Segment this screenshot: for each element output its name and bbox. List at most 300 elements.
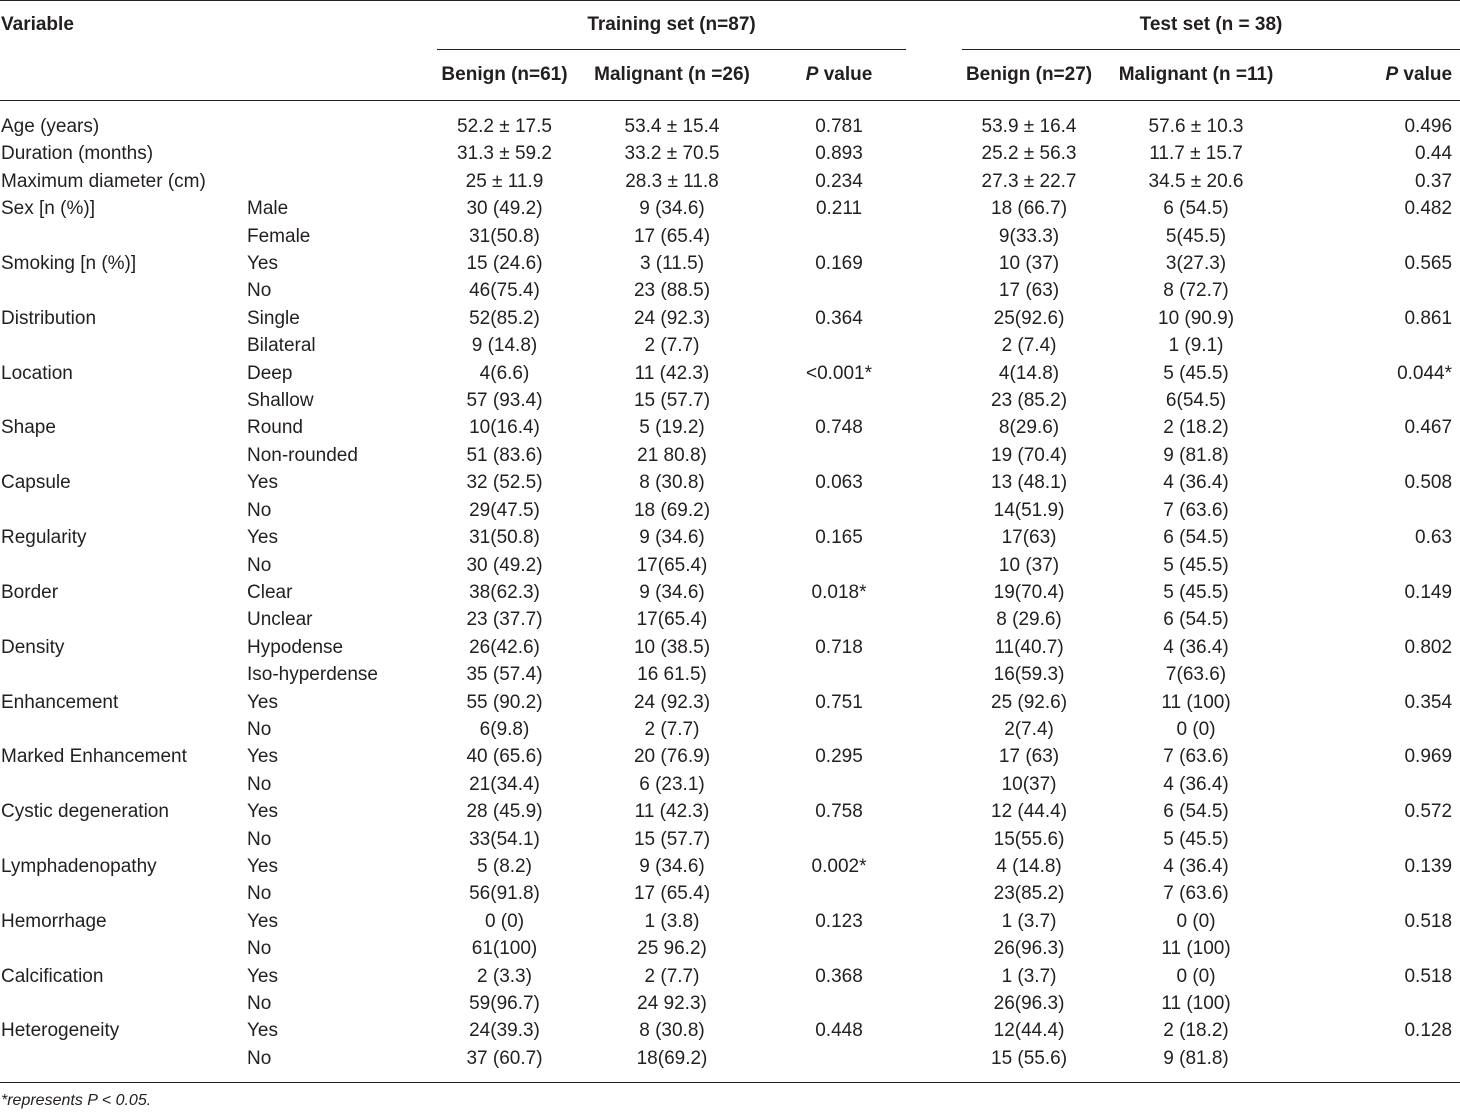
category-cell: Shallow [247,390,314,412]
header-row-groups [0,1,1460,50]
training-pvalue-cell [772,935,906,962]
header-test-benign: Benign (n=27) [962,50,1096,101]
training-malignant-cell: 53.4 ± 15.4 [624,116,720,137]
test-benign-cell: 12(44.4) [993,1020,1065,1042]
training-benign-cell: 33(54.1) [469,828,540,850]
test-malignant-cell: 5 (45.5) [1163,554,1229,576]
training-benign-cell: 59(96.7) [469,993,540,1014]
category-cell: No [247,993,272,1014]
training-pvalue-cell: 0.781 [815,116,863,137]
training-pvalue-cell: 0.169 [815,253,863,275]
training-malignant-cell: 11 (42.3) [634,362,710,384]
category-cell: No [247,280,272,302]
test-pvalue-cell [1296,826,1460,853]
table-row [0,524,1460,551]
header-test-set: Test set (n = 38) [962,1,1460,50]
training-benign-cell: 10(16.4) [469,417,540,439]
variable-cell [0,935,247,962]
category-cell: Iso-hyperdense [247,664,378,686]
test-pvalue-cell: 0.482 [1404,198,1453,220]
training-malignant-cell: 15 (57.7) [633,390,711,412]
test-benign-cell: 25 (92.6) [991,691,1068,713]
table-row [0,332,1460,359]
test-pvalue-cell: 0.802 [1404,636,1453,658]
training-benign-cell: 61(100) [471,938,538,960]
training-malignant-cell: 28.3 ± 11.8 [625,170,719,192]
training-benign-cell: 30 (49.2) [466,554,543,576]
gap-cell [906,305,962,332]
gap-cell [906,332,962,359]
test-malignant-cell: 2 (18.2) [1163,1020,1229,1042]
category-cell: Yes [247,472,278,494]
test-pvalue-cell: 0.508 [1404,472,1453,494]
test-malignant-cell: 6 (54.5) [1163,801,1229,823]
table-row [0,442,1460,469]
test-benign-cell: 2(7.4) [1004,718,1054,740]
table-row [0,305,1460,332]
training-pvalue-cell [772,606,906,633]
training-benign-cell: 25 ± 11.9 [465,170,544,192]
test-benign-cell: 25.2 ± 56.3 [981,143,1077,165]
training-pvalue-cell: 0.368 [815,965,863,987]
gap-cell [906,661,962,688]
training-benign-cell: 26(42.6) [469,636,540,658]
test-pvalue-cell [1296,716,1460,743]
variable-cell: Age (years) [1,116,100,137]
test-pvalue-cell: 0.518 [1404,910,1453,932]
training-malignant-cell: 9 (34.6) [639,527,705,549]
test-malignant-cell: 7 (63.6) [1163,746,1229,768]
table-row [0,935,1460,962]
test-pvalue-cell [1296,606,1460,633]
gap-cell [906,716,962,743]
variable-cell: Maximum diameter (cm) [1,170,206,192]
training-benign-cell: 40 (65.6) [466,746,543,768]
variable-cell: Regularity [1,527,87,549]
training-pvalue-cell: 0.002* [811,855,867,877]
training-malignant-cell: 23 (88.5) [633,280,711,302]
training-malignant-cell: 17(65.4) [636,554,708,576]
gap-cell [906,606,962,633]
table-row [0,1045,1460,1072]
table-row [0,497,1460,524]
table-body [0,101,1460,1073]
table-row [0,990,1460,1017]
training-benign-cell: 30 (49.2) [466,198,543,220]
test-malignant-cell: 0 (0) [1176,718,1216,740]
test-benign-cell: 17 (63) [998,280,1060,302]
header-row-columns [0,50,1460,101]
test-benign-cell: 8 (29.6) [996,609,1062,631]
table-row [0,743,1460,770]
training-benign-cell: 56(91.8) [469,883,540,905]
gap-cell [906,168,962,195]
category-cell: No [247,718,272,740]
test-pvalue-cell [1296,935,1460,962]
category-cell: Bilateral [247,335,316,357]
training-benign-cell: 29(47.5) [469,499,540,521]
training-pvalue-cell [772,497,906,524]
training-malignant-cell: 8 (30.8) [639,472,705,494]
training-benign-cell: 6(9.8) [479,718,530,740]
test-pvalue-cell: 0.861 [1404,307,1453,329]
test-pvalue-cell: 0.572 [1404,801,1453,823]
header-variable: Variable [0,1,247,50]
table-row [0,853,1460,880]
table-row [0,880,1460,907]
variable-cell: Lymphadenopathy [1,855,157,877]
category-cell: Non-rounded [247,444,358,466]
gap-cell [906,414,962,441]
training-pvalue-cell: 0.448 [815,1020,863,1042]
variable-cell: Distribution [1,307,97,329]
training-malignant-cell: 18 (69.2) [633,499,711,521]
training-pvalue-cell [772,880,906,907]
test-pvalue-cell: 0.044* [1397,362,1453,384]
test-pvalue-cell: 0.354 [1404,691,1453,713]
training-benign-cell: 21(34.4) [469,773,540,795]
category-cell: No [247,938,272,960]
training-benign-cell: 31(50.8) [469,225,540,247]
category-cell: No [247,773,272,795]
training-malignant-cell: 21 80.8) [637,444,707,466]
table-row [0,277,1460,304]
training-pvalue-cell: 0.718 [815,636,863,658]
table-row [0,579,1460,606]
test-benign-cell: 17(63) [1001,527,1057,549]
gap-cell [906,771,962,798]
category-cell: Single [247,307,300,329]
test-malignant-cell: 4 (36.4) [1163,855,1229,877]
training-pvalue-cell [772,277,906,304]
test-benign-cell: 18 (66.7) [991,198,1068,220]
test-benign-cell: 4 (14.8) [996,855,1062,877]
training-malignant-cell: 3 (11.5) [639,253,705,275]
test-malignant-cell: 9 (81.8) [1163,1047,1229,1069]
test-malignant-cell: 7(63.6) [1165,664,1227,686]
table-row [0,387,1460,414]
training-malignant-cell: 33.2 ± 70.5 [624,143,720,165]
table-row [0,1017,1460,1044]
training-malignant-cell: 17 (65.4) [633,225,711,247]
gap-cell [906,101,962,141]
test-benign-cell: 9(33.3) [998,225,1060,247]
test-benign-cell: 10 (37) [998,253,1060,275]
test-benign-cell: 16(59.3) [993,664,1065,686]
test-malignant-cell: 4 (36.4) [1163,773,1229,795]
variable-cell [0,826,247,853]
training-pvalue-cell [772,661,906,688]
test-malignant-cell: 7 (63.6) [1163,499,1229,521]
test-pvalue-cell [1296,1045,1460,1072]
variable-cell: Calcification [1,965,104,987]
training-pvalue-cell: 0.211 [815,198,863,220]
training-malignant-cell: 11 (42.3) [634,801,710,823]
training-benign-cell: 5 (8.2) [477,855,532,877]
gap-cell [906,743,962,770]
training-benign-cell: 23 (37.7) [466,609,543,631]
table-row [0,469,1460,496]
category-cell: Unclear [247,609,313,631]
training-benign-cell: 55 (90.2) [466,691,543,713]
test-malignant-cell: 6 (54.5) [1163,609,1229,631]
gap-cell [906,853,962,880]
variable-cell: Density [1,636,65,658]
p-letter: P [805,64,819,85]
header-test-pvalue [1296,50,1460,101]
training-malignant-cell: 8 (30.8) [639,1020,705,1042]
training-pvalue-cell [772,332,906,359]
training-malignant-cell: 20 (76.9) [633,746,711,768]
test-benign-cell: 11(40.7) [994,636,1064,658]
test-benign-cell: 23 (85.2) [991,390,1068,412]
category-cell: Yes [247,801,278,823]
training-benign-cell: 28 (45.9) [466,801,543,823]
training-benign-cell: 24(39.3) [469,1020,540,1042]
test-benign-cell: 15(55.6) [993,828,1065,850]
variable-cell [0,552,247,579]
test-pvalue-cell: 0.518 [1404,965,1453,987]
gap-cell [906,140,962,167]
category-cell: Yes [247,527,278,549]
table-row [0,798,1460,825]
test-pvalue-cell [1296,387,1460,414]
footnote: *represents P < 0.05. [1,1092,152,1109]
test-malignant-cell: 11 (100) [1161,993,1231,1014]
test-malignant-cell: 2 (18.2) [1163,417,1229,439]
test-malignant-cell: 57.6 ± 10.3 [1148,116,1244,137]
test-benign-cell: 19 (70.4) [991,444,1068,466]
training-pvalue-cell: 0.063 [815,472,863,494]
training-malignant-cell: 9 (34.6) [639,855,705,877]
test-malignant-cell: 5 (45.5) [1163,828,1229,850]
test-malignant-cell: 11.7 ± 15.7 [1149,143,1243,165]
table-row [0,223,1460,250]
test-malignant-cell: 11 (100) [1161,691,1231,713]
test-benign-cell: 2 (7.4) [1001,335,1057,357]
training-pvalue-cell [772,1045,906,1072]
table-row [0,552,1460,579]
gap-cell [906,1045,962,1072]
training-benign-cell: 9 (14.8) [471,335,538,357]
category-cell: Deep [247,362,293,384]
test-malignant-cell: 7 (63.6) [1163,883,1229,905]
gap-cell [906,798,962,825]
test-malignant-cell: 10 (90.9) [1158,307,1235,329]
test-benign-cell: 10(37) [1001,773,1057,795]
training-benign-cell: 46(75.4) [469,280,540,302]
header-training-pvalue [772,50,906,101]
table-row [0,963,1460,990]
test-pvalue-cell: 0.37 [1415,170,1453,192]
training-malignant-cell: 10 (38.5) [633,636,711,658]
training-pvalue-cell [772,552,906,579]
test-benign-cell: 26(96.3) [993,993,1065,1014]
gap-cell [906,552,962,579]
table-row [0,195,1460,222]
test-pvalue-cell [1296,277,1460,304]
training-malignant-cell: 15 (57.7) [633,828,711,850]
test-pvalue-cell [1296,990,1460,1017]
table-row [0,168,1460,195]
p-suffix: value [818,64,873,85]
test-benign-cell: 17 (63) [998,746,1060,768]
table-row [0,661,1460,688]
test-pvalue-cell [1296,661,1460,688]
category-cell: No [247,883,272,905]
header-test-malignant: Malignant (n =11) [1096,50,1296,101]
gap-cell [906,880,962,907]
gap-cell [906,826,962,853]
table-row [0,101,1460,141]
gap-cell [906,469,962,496]
training-pvalue-cell [772,223,906,250]
test-pvalue-cell [1296,497,1460,524]
variable-cell: Enhancement [1,691,119,713]
training-benign-cell: 37 (60.7) [466,1047,543,1069]
test-pvalue-cell: 0.969 [1404,746,1453,768]
training-pvalue-cell: 0.893 [815,143,863,165]
gap-cell [906,497,962,524]
table-row [0,908,1460,935]
training-benign-cell: 31.3 ± 59.2 [457,143,552,165]
variable-cell [0,990,247,1017]
test-malignant-cell: 6(54.5) [1165,390,1227,412]
test-malignant-cell: 34.5 ± 20.6 [1148,170,1244,192]
test-benign-cell: 14(51.9) [993,499,1065,521]
test-benign-cell: 26(96.3) [993,938,1065,960]
test-pvalue-cell: 0.44 [1415,143,1453,165]
training-pvalue-cell: 0.364 [815,307,863,329]
table-row [0,771,1460,798]
gap-cell [906,634,962,661]
test-benign-cell: 27.3 ± 22.7 [981,170,1077,192]
training-benign-cell: 4(6.6) [479,362,530,384]
p-letter: P [1385,64,1399,85]
test-malignant-cell: 1 (9.1) [1168,335,1224,357]
training-pvalue-cell: 0.165 [815,527,863,549]
test-pvalue-cell [1296,332,1460,359]
category-cell: Clear [247,581,293,603]
training-pvalue-cell: <0.001* [805,362,873,384]
category-cell: Hypodense [247,636,344,658]
table-row [0,826,1460,853]
test-malignant-cell: 9 (81.8) [1163,444,1229,466]
test-malignant-cell: 6 (54.5) [1163,527,1229,549]
table-header [0,1,1460,101]
bottom-rule [0,1082,1460,1083]
gap-cell [906,360,962,387]
test-malignant-cell: 6 (54.5) [1163,198,1229,220]
training-benign-cell: 31(50.8) [469,527,540,549]
training-malignant-cell: 18(69.2) [636,1047,708,1069]
test-pvalue-cell: 0.467 [1404,417,1453,439]
gap-cell [906,963,962,990]
variable-cell: Shape [1,417,56,439]
training-benign-cell: 38(62.3) [469,581,540,603]
gap-cell [906,689,962,716]
test-benign-cell: 15 (55.6) [991,1047,1068,1069]
test-benign-cell: 12 (44.4) [991,801,1068,823]
test-malignant-cell: 8 (72.7) [1163,280,1229,302]
training-benign-cell: 57 (93.4) [466,390,543,412]
category-cell: No [247,499,272,521]
gap-cell [906,1017,962,1044]
category-cell: Yes [247,746,278,768]
training-malignant-cell: 2 (7.7) [644,718,700,740]
gap-cell [906,908,962,935]
test-pvalue-cell [1296,880,1460,907]
gap-cell [906,223,962,250]
training-pvalue-cell [772,990,906,1017]
variable-cell [0,223,247,250]
category-cell: Yes [247,965,278,987]
training-malignant-cell: 9 (34.6) [639,581,705,603]
training-pvalue-cell [772,442,906,469]
test-benign-cell: 19(70.4) [993,581,1065,603]
header-training-benign: Benign (n=61) [437,50,572,101]
variable-cell: Heterogeneity [1,1020,120,1042]
test-pvalue-cell: 0.63 [1415,527,1453,549]
category-cell: Yes [247,691,278,713]
training-benign-cell: 32 (52.5) [466,472,543,494]
test-benign-cell: 13 (48.1) [991,472,1068,494]
test-pvalue-cell: 0.139 [1404,855,1453,877]
variable-cell: Marked Enhancement [1,746,187,768]
test-malignant-cell: 4 (36.4) [1163,636,1229,658]
category-cell: No [247,828,272,850]
training-malignant-cell: 1 (3.8) [644,910,700,932]
gap-cell [906,250,962,277]
variable-cell: Location [1,362,73,384]
training-pvalue-cell: 0.748 [815,417,863,439]
training-malignant-cell: 2 (7.7) [644,965,700,987]
training-malignant-cell: 25 96.2) [637,938,707,960]
training-benign-cell: 0 (0) [484,910,525,932]
test-malignant-cell: 5(45.5) [1165,225,1227,247]
training-benign-cell: 35 (57.4) [466,664,543,686]
variable-cell [0,277,247,304]
category-cell: Male [247,198,289,220]
training-malignant-cell: 17 (65.4) [633,883,711,905]
training-pvalue-cell: 0.123 [815,910,863,932]
test-benign-cell: 10 (37) [998,554,1060,576]
table-row [0,634,1460,661]
p-suffix: value [1398,64,1453,85]
training-pvalue-cell [772,716,906,743]
table-row [0,606,1460,633]
gap-cell [906,524,962,551]
variable-cell: Smoking [n (%)] [1,253,137,275]
test-pvalue-cell [1296,771,1460,798]
variable-cell [0,716,247,743]
gap-cell [906,579,962,606]
training-pvalue-cell: 0.018* [811,581,867,603]
test-benign-cell: 1 (3.7) [1001,965,1057,987]
training-malignant-cell: 2 (7.7) [644,335,700,357]
test-pvalue-cell: 0.128 [1404,1020,1453,1042]
gap-cell [906,935,962,962]
test-pvalue-cell: 0.496 [1404,116,1453,137]
training-benign-cell: 2 (3.3) [477,965,532,987]
variable-cell: Border [1,581,59,603]
training-benign-cell: 51 (83.6) [466,444,543,466]
variable-cell: Duration (months) [1,143,154,165]
training-malignant-cell: 17(65.4) [636,609,708,631]
variable-cell: Capsule [1,472,71,494]
training-benign-cell: 15 (24.6) [466,253,543,275]
training-pvalue-cell [772,826,906,853]
